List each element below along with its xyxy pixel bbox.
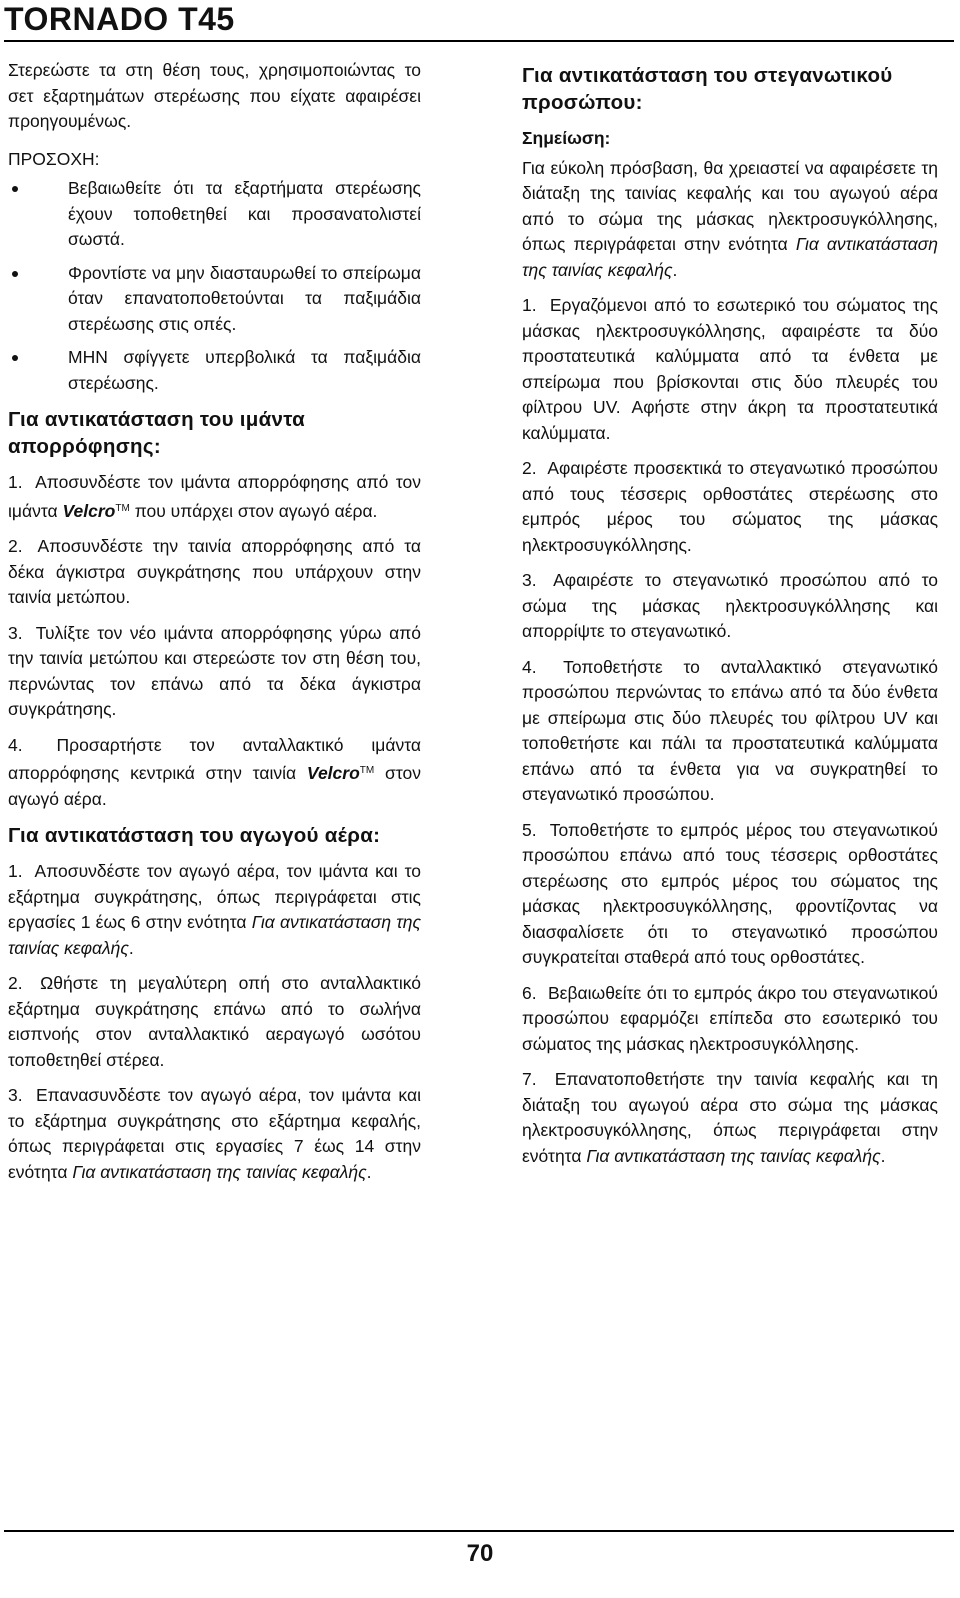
absorption-step-2 [8,534,421,611]
step-text: Αποσυνδέστε την ταινία απορρόφησης από τα δέκα άγκιστρα συγκράτησης που υπάρχουν στην ταινία μετώπου. [8,536,421,607]
step-text: που υπάρχει στον αγωγό αέρα. [134,500,378,521]
face-seal-step-3 [522,568,938,645]
step-number: 4. [8,734,23,755]
step-text: Βεβαιωθείτε ότι το εμπρός άκρο του στεγανωτικού προσώπου εφαρμόζει επίπεδα στο εσωτερικό του σώματος της μάσκας ηλεκτροσυγκόλλησης. [522,982,938,1054]
brand-name: Velcro [62,500,116,521]
face-seal-step-7 [522,1067,938,1169]
absorption-step-4 [8,733,421,813]
document-title: TORNADO T45 [4,1,235,37]
page-number: 70 [466,1540,494,1567]
step-text: Αποσυνδέστε τον ιμάντα απορρόφησης από τον ιμάντα [8,472,421,521]
face-seal-step-1 [522,293,938,446]
step-number: 1. [522,295,537,315]
step-number: 1. [8,472,23,492]
absorption-step-1 [8,470,421,524]
step-number: 3. [8,622,23,643]
left-column [8,58,421,1195]
note-text-end: . [672,259,678,280]
section-heading-air-duct: Για αντικατάσταση του αγωγού αέρα: [8,824,381,847]
caution-item: Φροντίστε να μην διασταυρωθεί το σπείρωμα όταν επανατοποθετούνται τα παξιμάδια στερέωσης στις οπές. [8,261,421,338]
section-heading-absorption-strap: Για αντικατάσταση του ιμάντα απορρόφησης: [8,408,306,458]
trademark-mark: TM [359,765,375,776]
section-reference: Για αντικατάσταση της ταινίας κεφαλής [586,1145,881,1166]
header-divider [4,40,954,42]
step-number: 2. [8,973,23,993]
step-number: 6. [522,982,537,1003]
step-text: Εργαζόμενοι από το εσωτερικό του σώματος της μάσκας ηλεκτροσυγκόλλησης, αφαιρέστε τα δύο προστατευτικά καλύμματα από τα ένθετα με σπείρωμα που βρίσκονται στις δύο πλευρές του φίλτρου UV. Αφήστε στην άκρη τα προστατευτικά καλύμματα. [522,295,938,443]
face-seal-step-5 [522,818,938,971]
step-text: Προσαρτήστε τον ανταλλακτικό ιμάντα απορρόφησης κεντρικά στην ταινία [8,734,421,783]
step-text-end: . [366,1161,372,1182]
section-reference: Για αντικατάσταση της ταινίας κεφαλής [8,912,421,958]
step-text-end: . [128,937,134,958]
face-seal-step-4 [522,655,938,808]
step-number: 3. [522,570,537,590]
section-reference: Για αντικατάσταση της ταινίας κεφαλής [522,234,938,280]
absorption-step-3 [8,621,421,723]
step-text: Αφαιρέστε το στεγανωτικό προσώπου από το σώμα της μάσκας ηλεκτροσυγκόλλησης και απορρίψτε το στεγανωτικό. [522,570,938,641]
step-number: 1. [8,861,23,881]
step-text: στον αγωγό αέρα. [8,763,421,809]
step-text: Επανατοποθετήστε την ταινία κεφαλής και τη διάταξη του αγωγού αέρα στο σώμα της μάσκας ηλεκτροσυγκόλλησης, όπως περιγράφεται στην ενότητα [522,1069,938,1166]
caution-label: ΠΡΟΣΟΧΗ: [8,148,100,169]
brand-name: Velcro [306,763,360,783]
step-text: Αφαιρέστε προσεκτικά το στεγανωτικό προσώπου από τους τέσσερις ορθοστάτες στερέωσης στο εμπρός μέρος του σώματος της μάσκας ηλεκτροσυγκόλλησης. [522,458,939,555]
intro-paragraph: Στερεώστε τα στη θέση τους, χρησιμοποιώντας το σετ εξαρτημάτων στερέωσης που είχατε αφαιρέσει προηγουμένως. [8,60,421,131]
face-seal-step-2 [522,456,938,558]
step-text: Τοποθετήστε το ανταλλακτικό στεγανωτικό προσώπου περνώντας το επάνω από τα δύο ένθετα με σπείρωμα στις δύο πλευρές του φίλτρου UV και τοποθετήστε και πάλι τα προστατευτικά καλύμματα επάνω από τα ένθετα για να συγκρατηθεί το στεγανωτικό προσώπου. [522,656,938,804]
air-duct-step-1 [8,859,421,961]
step-number: 4. [522,656,537,677]
step-text: Επανασυνδέστε τον αγωγό αέρα, τον ιμάντα και το εξάρτημα συγκράτησης στο εξάρτημα κεφαλής, όπως περιγράφεται στις εργασίες 7 έως 14 στην ενότητα [8,1085,421,1182]
step-number: 3. [8,1085,23,1105]
note-label: Σημείωση: [522,128,611,148]
step-text-end: . [880,1145,886,1166]
air-duct-step-2 [8,971,421,1073]
footer-divider [4,1530,954,1532]
step-number: 5. [522,819,537,840]
step-text: Αποσυνδέστε τον αγωγό αέρα, τον ιμάντα και το εξάρτημα συγκράτησης, όπως περιγράφεται στις εργασίες 1 έως 6 στην ενότητα [8,861,421,932]
note-text: Για εύκολη πρόσβαση, θα χρειαστεί να αφαιρέσετε τη διάταξη της ταινίας κεφαλής και του αγωγού αέρα από το σώμα της μάσκας ηλεκτροσυγκόλλησης, όπως περιγράφεται στην ενότητα [522,157,938,254]
caution-item: ΜΗΝ σφίγγετε υπερβολικά τα παξιμάδια στερέωσης. [8,345,421,396]
right-column [522,62,938,1179]
trademark-mark: TM [115,502,130,514]
section-heading-face-seal: Για αντικατάσταση του στεγανωτικού προσώπου: [522,64,893,114]
step-text: Τοποθετήστε το εμπρός μέρος του στεγανωτικού προσώπου επάνω από τους τέσσερις ορθοστάτες στερέωσης στο εμπρός μέρος του σώματος της μάσκας ηλεκτροσυγκόλλησης, φροντίζοντας να διασφαλίσετε ότι το στεγανωτικό προσώπου συγκρατείται σταθερά από τους ορθοστάτες. [522,819,938,967]
caution-list [8,176,421,396]
step-text: Ωθήστε τη μεγαλύτερη οπή στο ανταλλακτικό εξάρτημα συγκράτησης επάνω από το σωλήνα εισπνοής στον ανταλλακτικό αεραγωγό ωσότου τοποθετηθεί στέρεα. [8,973,421,1070]
air-duct-step-3 [8,1083,421,1185]
face-seal-step-6 [522,981,938,1058]
caution-item: Βεβαιωθείτε ότι τα εξαρτήματα στερέωσης έχουν τοποθετηθεί και προσανατολιστεί σωστά. [8,176,421,253]
step-number: 7. [522,1069,537,1089]
note-paragraph [522,156,938,284]
step-number: 2. [522,458,537,478]
section-reference: Για αντικατάσταση της ταινίας κεφαλής [72,1161,367,1182]
step-text: Τυλίξτε τον νέο ιμάντα απορρόφησης γύρω από την ταινία μετώπου και στερεώστε τον στη θέση του, περνώντας τον επάνω από τα δέκα άγκιστρα συγκράτησης. [8,622,421,719]
step-number: 2. [8,536,23,556]
